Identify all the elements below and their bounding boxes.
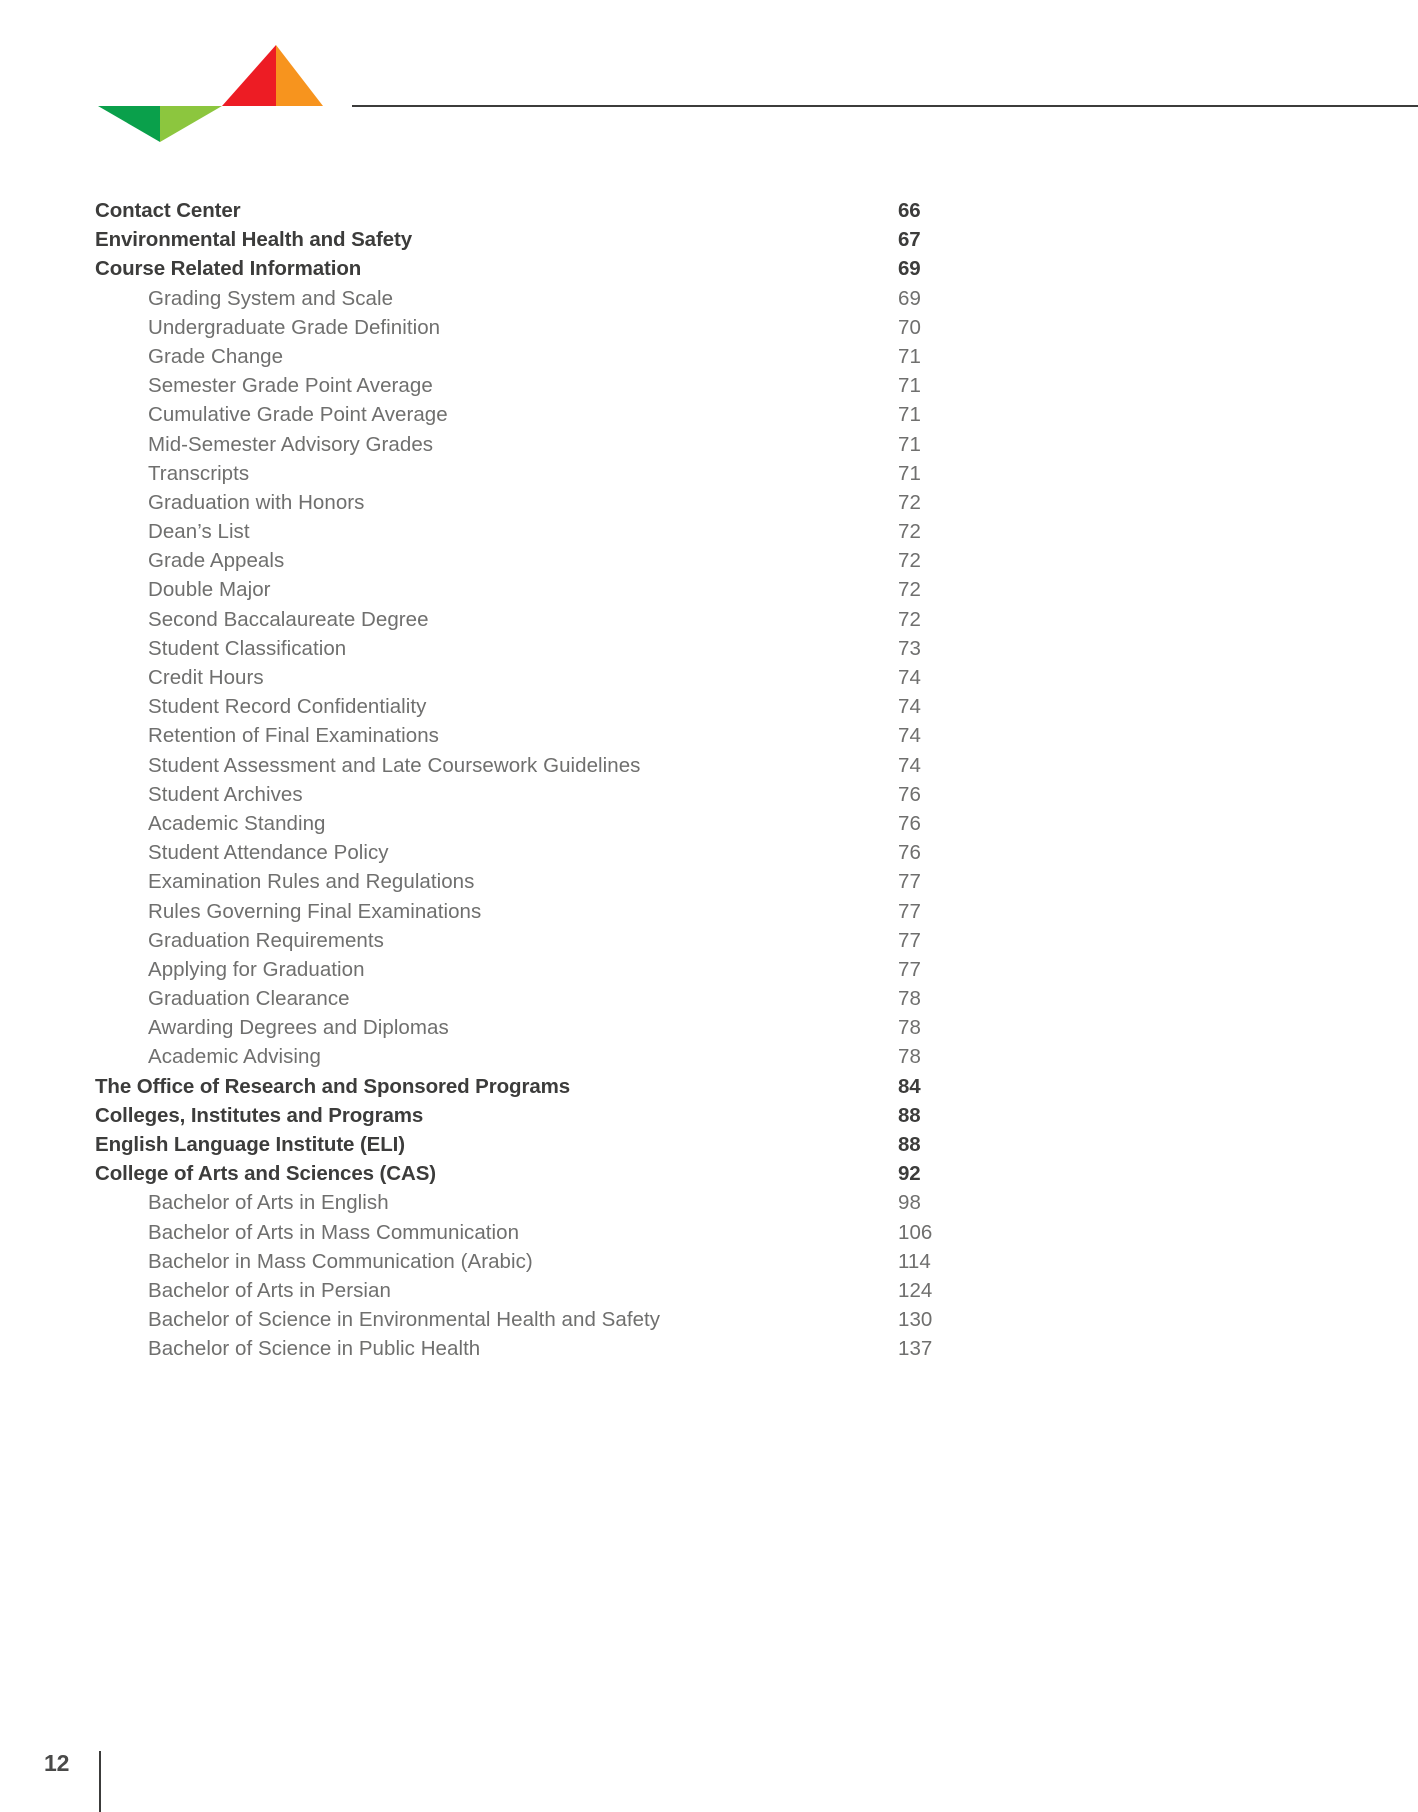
- toc-entry-page-number: 74: [898, 695, 921, 719]
- toc-entry-page-number: 88: [898, 1133, 921, 1156]
- toc-entry-label: Dean’s List: [148, 520, 250, 544]
- toc-entry-row[interactable]: [0, 575, 1418, 604]
- toc-entry-row[interactable]: [0, 284, 1418, 313]
- toc-entry-row[interactable]: [0, 430, 1418, 459]
- toc-entry-label: Environmental Health and Safety: [95, 228, 413, 252]
- toc-entry-row[interactable]: [0, 1305, 1418, 1334]
- toc-entry-page-number: 72: [898, 607, 921, 631]
- toc-entry-page-number: 106: [898, 1220, 933, 1244]
- toc-entry-label: Applying for Graduation: [148, 957, 365, 981]
- toc-entry-row[interactable]: [0, 1276, 1418, 1305]
- toc-entry-label: Bachelor of Arts in Mass Communication: [148, 1220, 520, 1244]
- toc-entry-row[interactable]: [0, 751, 1418, 780]
- toc-entry-row[interactable]: [0, 546, 1418, 575]
- toc-entry-row[interactable]: [0, 1013, 1418, 1042]
- toc-entry-page-number: 78: [898, 1045, 921, 1069]
- toc-entry-label: Student Assessment and Late Coursework Guidelines: [148, 753, 641, 777]
- logo-light-green-triangle: [160, 106, 222, 142]
- logo-dark-green-triangle: [98, 106, 160, 142]
- toc-entry-page-number: 92: [898, 1162, 921, 1186]
- toc-entry-page-number: 88: [898, 1103, 921, 1127]
- toc-entry-row[interactable]: [0, 313, 1418, 342]
- logo-orange-triangle: [276, 45, 323, 106]
- toc-entry-page-number: 72: [898, 578, 921, 602]
- toc-entry-label: Course Related Information: [95, 257, 362, 281]
- toc-entry-label: Bachelor of Arts in English: [148, 1191, 389, 1215]
- toc-entry-label: Undergraduate Grade Definition: [148, 315, 441, 339]
- toc-entry-label: Examination Rules and Regulations: [148, 870, 475, 894]
- toc-entry-label: Second Baccalaureate Degree: [148, 607, 429, 631]
- toc-entry-label: Bachelor in Mass Communication (Arabic): [148, 1249, 533, 1273]
- toc-section-row[interactable]: [0, 1159, 1418, 1188]
- toc-entry-page-number: 77: [898, 899, 921, 923]
- toc-entry-page-number: 74: [898, 724, 921, 748]
- page-folio-number: 12: [44, 1750, 70, 1776]
- toc-entry-label: Academic Advising: [148, 1045, 321, 1069]
- toc-entry-label: Awarding Degrees and Diplomas: [148, 1016, 449, 1040]
- toc-entry-row[interactable]: [0, 1334, 1418, 1363]
- toc-entry-page-number: 66: [898, 199, 921, 222]
- toc-entry-row[interactable]: [0, 634, 1418, 663]
- toc-entry-page-number: 73: [898, 636, 921, 660]
- toc-entry-row[interactable]: [0, 663, 1418, 692]
- toc-entry-page-number: 77: [898, 870, 921, 894]
- toc-entry-label: Retention of Final Examinations: [148, 724, 439, 748]
- toc-entry-page-number: 71: [898, 461, 921, 485]
- toc-entry-label: Credit Hours: [148, 666, 264, 689]
- toc-entry-row[interactable]: [0, 459, 1418, 488]
- toc-entry-label: College of Arts and Sciences (CAS): [95, 1162, 436, 1186]
- toc-entry-page-number: 69: [898, 257, 921, 281]
- toc-entry-label: Bachelor of Arts in Persian: [148, 1278, 391, 1302]
- toc-entry-row[interactable]: [0, 605, 1418, 634]
- four-triangle-chevron-logo: [98, 45, 323, 142]
- toc-entry-page-number: 70: [898, 315, 921, 339]
- toc-entry-page-number: 114: [898, 1249, 931, 1273]
- toc-entry-page-number: 71: [898, 432, 921, 456]
- toc-entry-page-number: 72: [898, 520, 921, 544]
- toc-entry-page-number: 71: [898, 344, 921, 368]
- toc-entry-row[interactable]: [0, 1188, 1418, 1217]
- toc-entry-label: Student Classification: [148, 636, 347, 660]
- toc-entry-page-number: 124: [898, 1278, 933, 1302]
- toc-entry-page-number: 98: [898, 1191, 921, 1215]
- toc-entry-page-number: 78: [898, 1016, 921, 1040]
- toc-entry-page-number: 137: [898, 1337, 933, 1361]
- toc-section-row[interactable]: [0, 1072, 1418, 1101]
- toc-entry-page-number: 69: [898, 286, 921, 310]
- toc-section-row[interactable]: [0, 1130, 1418, 1159]
- toc-entry-row[interactable]: [0, 692, 1418, 721]
- toc-entry-label: Semester Grade Point Average: [148, 374, 433, 398]
- page-footer: [0, 1700, 1418, 1812]
- toc-entry-page-number: 74: [898, 753, 921, 777]
- footer-divider-rule: [99, 1751, 101, 1812]
- toc-entry-row[interactable]: [0, 780, 1418, 809]
- toc-entry-row[interactable]: [0, 721, 1418, 750]
- toc-entry-page-number: 76: [898, 841, 921, 865]
- toc-entry-label: Double Major: [148, 578, 271, 602]
- toc-entry-label: Academic Standing: [148, 811, 326, 835]
- toc-entry-label: Grade Appeals: [148, 549, 285, 573]
- table-of-contents: [0, 196, 1418, 1364]
- toc-entry-page-number: 78: [898, 987, 921, 1011]
- toc-entry-row[interactable]: [0, 1042, 1418, 1071]
- toc-entry-row[interactable]: [0, 488, 1418, 517]
- toc-entry-label: Colleges, Institutes and Programs: [95, 1103, 424, 1127]
- toc-entry-label: Grading System and Scale: [148, 286, 394, 310]
- toc-entry-row[interactable]: [0, 955, 1418, 984]
- toc-section-row[interactable]: [0, 254, 1418, 283]
- toc-entry-label: Graduation Clearance: [148, 987, 350, 1011]
- toc-entry-page-number: 71: [898, 374, 921, 398]
- toc-entry-label: Grade Change: [148, 344, 284, 368]
- toc-entry-page-number: 67: [898, 228, 921, 252]
- toc-entry-page-number: 130: [898, 1308, 933, 1332]
- toc-entry-row[interactable]: [0, 400, 1418, 429]
- toc-entry-row[interactable]: [0, 342, 1418, 371]
- toc-entry-row[interactable]: [0, 371, 1418, 400]
- page-header: [0, 0, 1418, 160]
- toc-entry-row[interactable]: [0, 838, 1418, 867]
- toc-entry-label: Mid-Semester Advisory Grades: [148, 432, 434, 456]
- toc-section-row[interactable]: [0, 225, 1418, 254]
- toc-entry-page-number: 77: [898, 928, 921, 952]
- toc-entry-page-number: 71: [898, 403, 921, 427]
- toc-entry-label: Transcripts: [148, 461, 250, 485]
- toc-entry-row[interactable]: [0, 984, 1418, 1013]
- toc-entry-label: Cumulative Grade Point Average: [148, 403, 448, 427]
- toc-entry-page-number: 76: [898, 782, 921, 806]
- header-divider-rule: [352, 105, 1418, 107]
- toc-entry-label: The Office of Research and Sponsored Programs: [95, 1074, 571, 1098]
- toc-entry-page-number: 77: [898, 957, 921, 981]
- toc-entry-row[interactable]: [0, 867, 1418, 896]
- toc-entry-label: Bachelor of Science in Public Health: [148, 1337, 481, 1361]
- toc-entry-label: Student Attendance Policy: [148, 841, 389, 865]
- toc-entry-label: Rules Governing Final Examinations: [148, 899, 482, 923]
- toc-entry-page-number: 72: [898, 490, 921, 514]
- toc-entry-row[interactable]: [0, 1247, 1418, 1276]
- toc-entry-label: Graduation with Honors: [148, 490, 365, 514]
- toc-section-row[interactable]: [0, 196, 1418, 225]
- toc-entry-label: Bachelor of Science in Environmental Health and Safety: [148, 1308, 661, 1332]
- toc-section-row[interactable]: [0, 1101, 1418, 1130]
- toc-entry-row[interactable]: [0, 517, 1418, 546]
- toc-entry-row[interactable]: [0, 897, 1418, 926]
- toc-entry-page-number: 76: [898, 811, 921, 835]
- toc-entry-label: Student Record Confidentiality: [148, 695, 427, 719]
- toc-entry-row[interactable]: [0, 809, 1418, 838]
- toc-entry-row[interactable]: [0, 1218, 1418, 1247]
- toc-entry-label: Contact Center: [95, 199, 241, 222]
- toc-entry-page-number: 74: [898, 666, 921, 689]
- toc-entry-row[interactable]: [0, 926, 1418, 955]
- toc-entry-label: Graduation Requirements: [148, 928, 384, 952]
- toc-entry-label: English Language Institute (ELI): [95, 1133, 405, 1156]
- logo-red-triangle: [222, 45, 276, 106]
- toc-entry-page-number: 84: [898, 1074, 921, 1098]
- toc-entry-label: Student Archives: [148, 782, 303, 806]
- toc-entry-page-number: 72: [898, 549, 921, 573]
